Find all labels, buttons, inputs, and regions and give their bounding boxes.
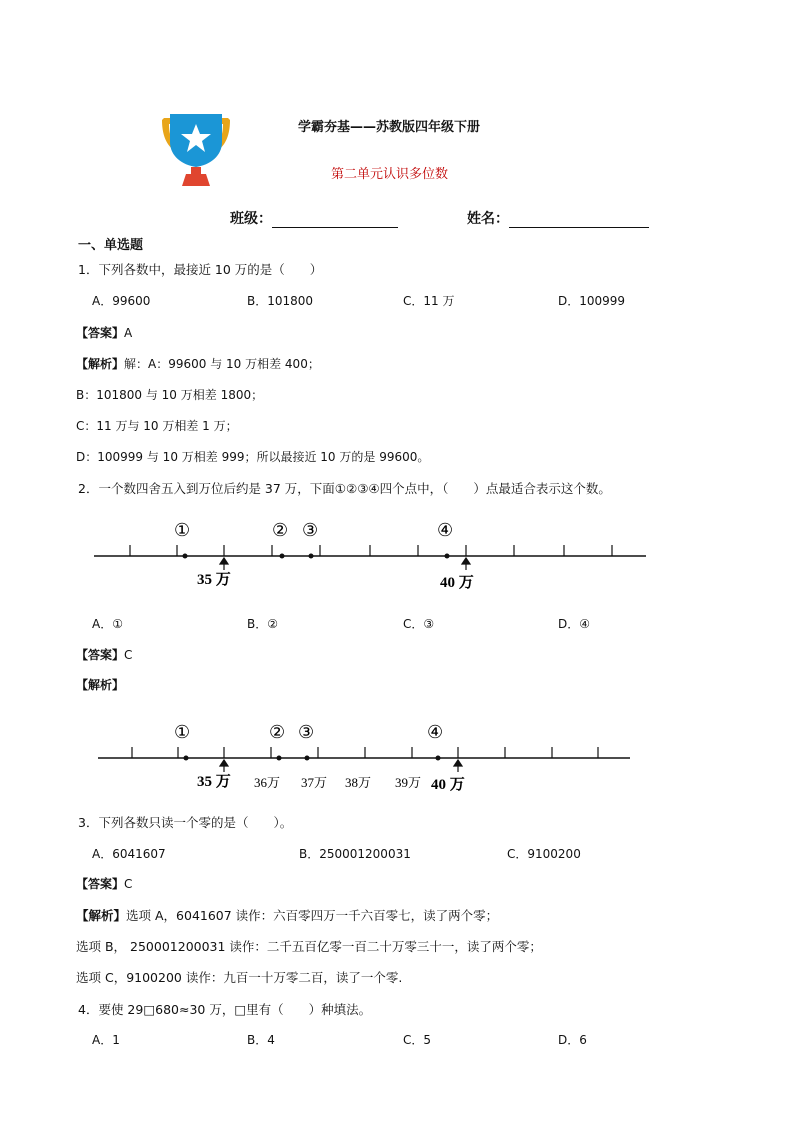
- q2-option-b: B．②: [247, 617, 278, 631]
- q2-option-a: A．①: [92, 617, 123, 631]
- answer-value: C: [124, 648, 133, 662]
- q1-analysis-line-3: C：11 万与 10 万相差 1 万；: [76, 419, 238, 433]
- label-38: 38万: [345, 775, 372, 790]
- q1-stem: 1．下列各数中，最接近 10 万的是（ ）: [78, 262, 323, 277]
- marker-2: ②: [269, 722, 286, 742]
- class-blank[interactable]: [272, 213, 398, 228]
- q2-option-d: D．④: [558, 617, 590, 631]
- label-40: 40 万: [431, 777, 465, 793]
- analysis-tag: 【解析】: [76, 357, 125, 371]
- q1-option-c: C．11 万: [403, 294, 455, 308]
- q1-analysis-line-4: D：100999 与 10 万相差 999；所以最接近 10 万的是 99600。: [76, 450, 430, 464]
- q2-answer: [76, 646, 132, 663]
- q1-option-a: A．99600: [92, 294, 151, 308]
- q3-option-a: A．6041607: [92, 847, 166, 861]
- label-36: 36万: [254, 775, 281, 790]
- number-line-figure-1: [90, 514, 650, 594]
- label-39: 39万: [395, 775, 422, 790]
- q3-option-b: B．250001200031: [299, 847, 411, 861]
- marker-4: ④: [427, 722, 444, 742]
- answer-tag: 【答案】: [76, 648, 125, 662]
- q3-stem: 3．下列各数只读一个零的是（ ）。: [78, 815, 293, 830]
- q3-answer: [76, 875, 132, 892]
- class-field: [230, 208, 398, 228]
- q1-analysis-line-1: [76, 355, 320, 372]
- q3-analysis-line-1: [76, 906, 498, 924]
- marker-3: ③: [298, 722, 315, 742]
- marker-1: ①: [174, 722, 191, 742]
- analysis-tag: 【解析】: [76, 908, 127, 923]
- number-line-figure-2: [94, 712, 634, 798]
- analysis-text: 选项 A，6041607 读作：六百零四万一千六百零七，读了两个零；: [126, 908, 499, 923]
- analysis-text: 解：A：99600 与 10 万相差 400；: [124, 357, 320, 371]
- label-40: 40 万: [440, 575, 474, 591]
- marker-2: ②: [272, 520, 289, 540]
- answer-tag: 【答案】: [76, 326, 125, 340]
- q4-option-b: B．4: [247, 1033, 275, 1047]
- q1-option-b: B．101800: [247, 294, 314, 308]
- q1-option-d: D．100999: [558, 294, 626, 308]
- answer-value: A: [124, 326, 133, 340]
- class-label: 班级：: [230, 211, 272, 227]
- marker-4: ④: [437, 520, 454, 540]
- q2-analysis-tag: 【解析】: [76, 678, 125, 692]
- marker-1: ①: [174, 520, 191, 540]
- name-field: [467, 208, 649, 228]
- label-35: 35 万: [197, 572, 231, 588]
- name-blank[interactable]: [509, 213, 649, 228]
- q4-option-d: D．6: [558, 1033, 587, 1047]
- name-label: 姓名：: [467, 211, 509, 227]
- q1-analysis-line-2: B：101800 与 10 万相差 1800；: [76, 388, 264, 402]
- q3-analysis-line-3: 选项 C，9100200 读作：九百一十万零二百，读了一个零.: [76, 970, 403, 985]
- document-title: 学霸夯基——苏教版四年级下册: [298, 120, 481, 135]
- label-35: 35 万: [197, 774, 231, 790]
- q4-option-a: A．1: [92, 1033, 120, 1047]
- q4-stem: 4．要使 29□680≈30 万，□里有（ ）种填法。: [78, 1002, 372, 1017]
- q2-stem: 2．一个数四舍五入到万位后约是 37 万，下面①②③④四个点中，（ ）点最适合表示这个数。: [78, 481, 611, 496]
- q2-option-c: C．③: [403, 617, 435, 631]
- label-37: 37万: [301, 775, 328, 790]
- section-title: 一、单选题: [78, 238, 144, 253]
- trophy-star-icon: [154, 112, 238, 188]
- q4-option-c: C．5: [403, 1033, 432, 1047]
- q3-analysis-line-2: 选项 B， 250001200031 读作：二千五百亿零一百二十万零三十一，读了两个零；: [76, 939, 542, 954]
- q1-answer: [76, 324, 132, 341]
- document-subtitle: 第二单元认识多位数: [331, 167, 449, 182]
- q3-option-c: C．9100200: [507, 847, 581, 861]
- answer-tag: 【答案】: [76, 877, 125, 891]
- marker-3: ③: [302, 520, 319, 540]
- answer-value: C: [124, 877, 133, 891]
